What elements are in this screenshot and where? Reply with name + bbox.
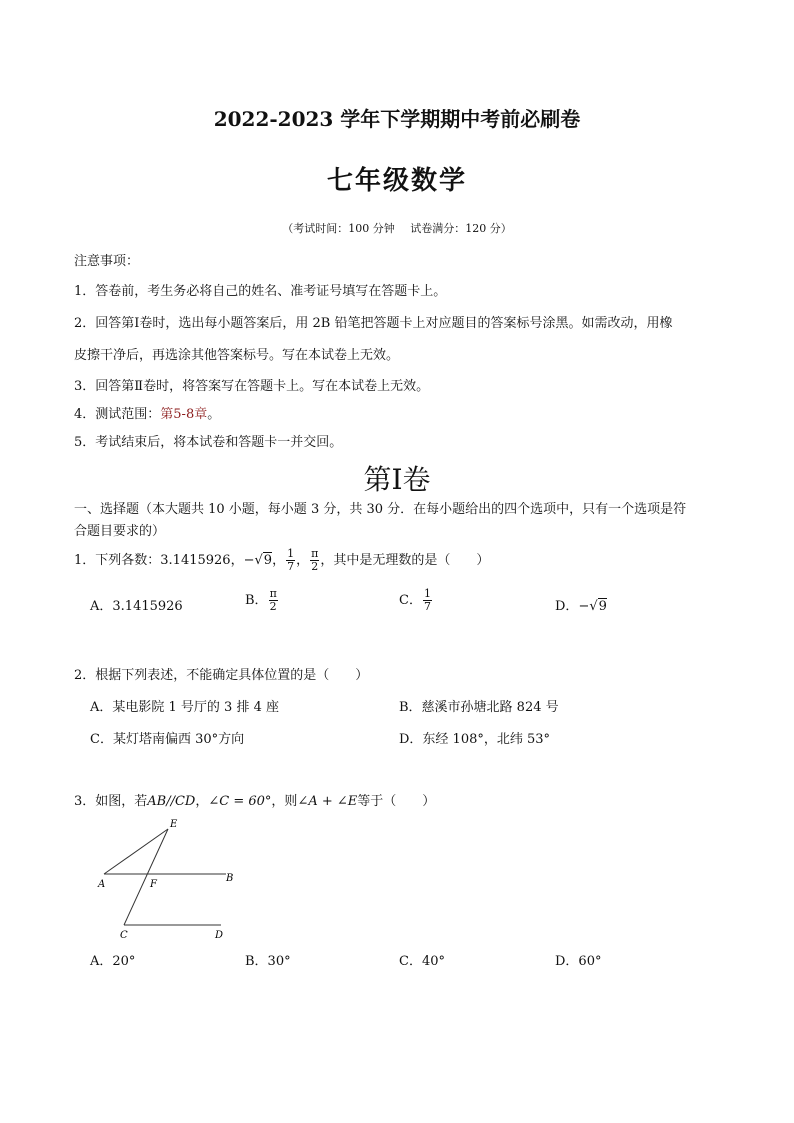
q1-option-d[interactable] [555, 595, 607, 614]
option-label: B． [245, 593, 268, 608]
section-intro-line-2: 合题目要求的） [74, 524, 166, 539]
sqrt-icon: √ [589, 599, 598, 614]
line-ae [104, 829, 168, 874]
note-2-line-2: 皮擦干净后，再选涂其他答案标号。写在本试卷上无效。 [74, 348, 400, 363]
q3-parallel-condition: AB//CD [147, 794, 196, 809]
note-1: 1．答卷前，考生务必将自己的姓名、准考证号填写在答题卡上。 [74, 284, 447, 299]
section-title: 第Ⅰ卷 [363, 463, 431, 496]
q1-option-a[interactable]: A．3.1415926 [90, 599, 183, 614]
q3-option-b[interactable]: B．30° [245, 954, 291, 969]
exam-title: 2022-2023 学年下学期期中考前必刷卷 [213, 107, 581, 131]
note-2-line-1: 2．回答第Ⅰ卷时，选出每小题答案后，用 2B 铅笔把答题卡上对应题目的答案标号涂黑。如需改动，用橡 [74, 316, 673, 331]
q3-angle-condition: ∠C = 60° [208, 794, 272, 809]
test-range: 第5-8章 [160, 407, 208, 422]
q1-stem [74, 548, 489, 573]
q1-fraction-2 [310, 548, 319, 573]
label-d: D [215, 930, 224, 941]
line-ec [124, 829, 168, 925]
q1-neg-sign: − [243, 553, 255, 568]
fraction-denominator: 7 [287, 560, 295, 573]
q3-sep-2: ，则 [271, 794, 298, 809]
note-3: 3．回答第Ⅱ卷时，将答案写在答题卡上。写在本试卷上无效。 [74, 379, 430, 394]
q2-option-c[interactable]: C．某灯塔南偏西 30°方向 [90, 732, 245, 747]
option-label: D． [555, 599, 579, 614]
option-fraction [269, 588, 278, 613]
full-score: 试卷满分：120 分） [410, 222, 512, 235]
q3-option-d[interactable]: D．60° [555, 954, 602, 969]
note-4 [74, 403, 220, 422]
q3-stem [74, 790, 435, 809]
note-4-prefix: 4．测试范围： [74, 407, 161, 422]
fraction-numerator: π [269, 587, 277, 600]
q2-option-b[interactable]: B．慈溪市孙塘北路 824 号 [399, 700, 559, 715]
note-5: 5．考试结束后，将本试卷和答题卡一并交回。 [74, 435, 343, 450]
q2-stem: 2．根据下列表述，不能确定具体位置的是（ ） [74, 668, 369, 683]
section-intro-line-1: 一、选择题（本大题共 10 小题，每小题 3 分，共 30 分．在每小题给出的四个选项中，只有一个选项是符 [74, 502, 687, 517]
q1-sqrt-arg: 9 [263, 553, 273, 568]
option-label: C． [399, 593, 422, 608]
time-limit: （考试时间：100 分钟 [282, 222, 395, 235]
q2-option-d[interactable]: D．东经 108°，北纬 53° [399, 732, 551, 747]
option-fraction [423, 588, 432, 613]
exam-subtitle: 七年级数学 [326, 166, 467, 196]
q3-stem-prefix: 3．如图，若 [74, 794, 148, 809]
fraction-denominator: 7 [423, 600, 431, 613]
label-c: C [120, 930, 128, 941]
q3-geometry-figure [90, 815, 240, 945]
q1-option-c[interactable] [399, 588, 433, 613]
q3-option-c[interactable]: C．40° [399, 954, 445, 969]
label-a: A [98, 879, 106, 890]
exam-time-info [0, 220, 794, 236]
fraction-numerator: 1 [423, 587, 431, 600]
q3-angle-sum: ∠A + ∠E [297, 794, 358, 809]
fraction-denominator: 2 [269, 600, 277, 613]
fraction-denominator: 2 [311, 560, 319, 573]
sqrt-icon: √ [254, 553, 263, 568]
q1-fraction-1 [286, 548, 295, 573]
note-4-suffix: 。 [207, 407, 221, 422]
q1-stem-prefix: 1．下列各数：3.1415926， [74, 553, 244, 568]
q3-stem-suffix: 等于（ ） [357, 794, 436, 809]
q1-stem-suffix: ，其中是无理数的是（ ） [320, 553, 490, 568]
label-e: E [170, 819, 178, 830]
q2-option-a[interactable]: A．某电影院 1 号厅的 3 排 4 座 [90, 700, 279, 715]
option-neg-sign: − [578, 599, 590, 614]
label-f: F [150, 879, 157, 890]
q1-sep-2: ， [296, 553, 310, 568]
notes-heading: 注意事项： [74, 254, 140, 269]
q1-sep-1: ， [272, 553, 286, 568]
fraction-numerator: 1 [287, 547, 295, 560]
label-b: B [226, 873, 234, 884]
q3-option-a[interactable]: A．20° [90, 954, 136, 969]
q1-option-b[interactable] [245, 588, 279, 613]
fraction-numerator: π [311, 547, 319, 560]
option-sqrt-arg: 9 [598, 599, 607, 614]
q3-sep-1: ， [195, 794, 209, 809]
